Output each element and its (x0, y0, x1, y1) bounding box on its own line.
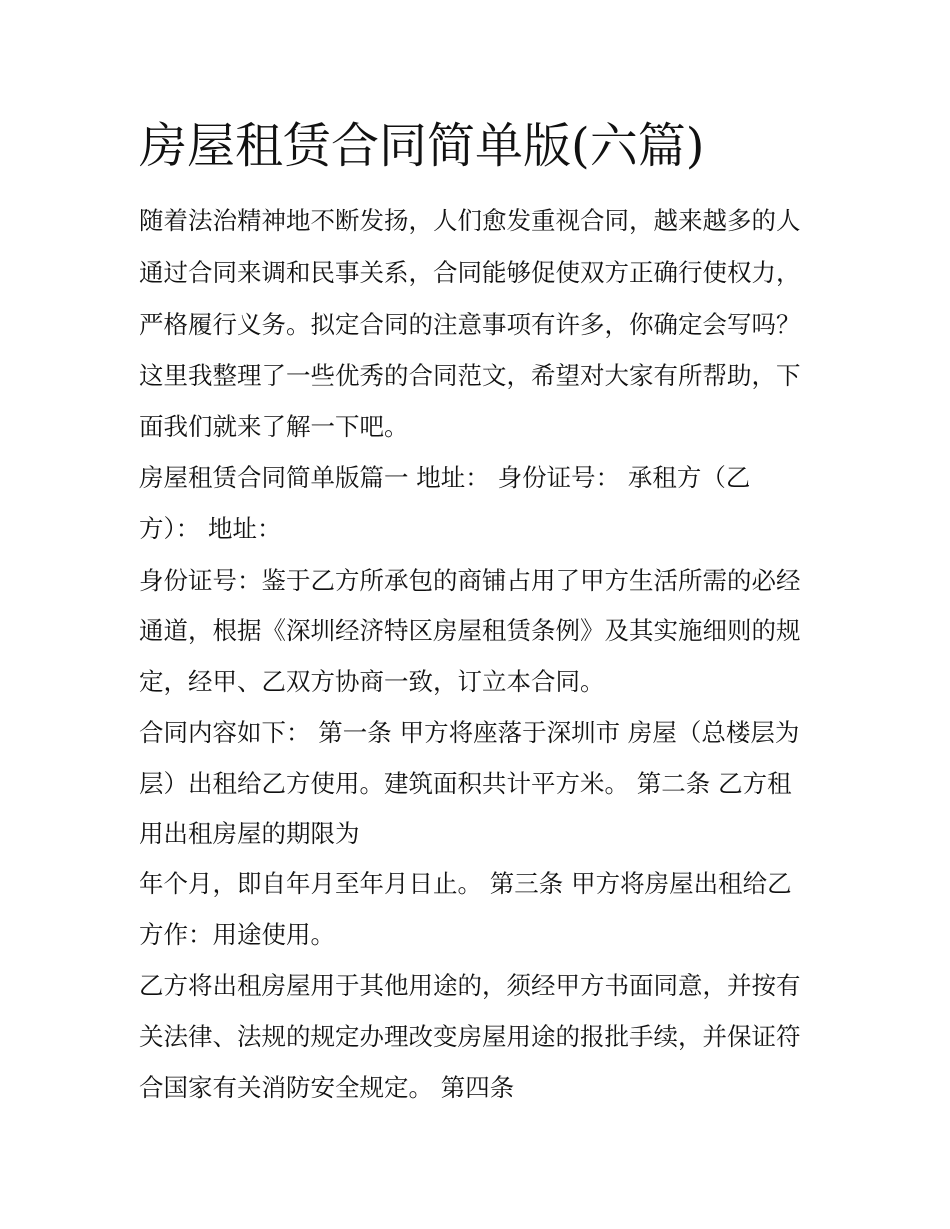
body-line-17: 关法律、法规的规定办理改变房屋用途的报批手续，并保证符 (139, 1022, 801, 1051)
body-line-15: 方作：用途使用。 (139, 920, 335, 949)
body-line-6: 房屋租赁合同简单版篇一 地址： 身份证号： 承租方（乙 (139, 463, 751, 492)
body-line-1: 随着法治精神地不断发扬，人们愈发重视合同，越来越多的人 (139, 206, 801, 235)
body-line-9: 通道，根据《深圳经济特区房屋租赁条例》及其实施细则的规 (139, 616, 801, 645)
body-line-18: 合国家有关消防安全规定。 第四条 (139, 1073, 515, 1102)
body-line-11: 合同内容如下： 第一条 甲方将座落于深圳市 房屋（总楼层为 (139, 718, 800, 747)
body-line-5: 面我们就来了解一下吧。 (139, 412, 409, 441)
body-line-10: 定，经甲、乙双方协商一致，订立本合同。 (139, 667, 605, 696)
body-line-8: 身份证号：鉴于乙方所承包的商铺占用了甲方生活所需的必经 (139, 566, 801, 595)
body-line-2: 通过合同来调和民事关系，合同能够促使双方正确行使权力， (139, 258, 801, 287)
body-line-16: 乙方将出租房屋用于其他用途的，须经甲方书面同意，并按有 (139, 971, 801, 1000)
body-line-14: 年个月，即自年月至年月日止。 第三条 甲方将房屋出租给乙 (139, 869, 792, 898)
body-line-3: 严格履行义务。拟定合同的注意事项有许多，你确定会写吗？ (139, 310, 801, 339)
body-line-7: 方）： 地址： (139, 514, 282, 543)
body-line-13: 用出租房屋的期限为 (139, 819, 360, 848)
document-title: 房屋租赁合同简单版(六篇) (139, 118, 705, 174)
body-line-4: 这里我整理了一些优秀的合同范文，希望对大家有所帮助，下 (139, 361, 801, 390)
body-line-12: 层）出租给乙方使用。建筑面积共计平方米。 第二条 乙方租 (139, 769, 792, 798)
